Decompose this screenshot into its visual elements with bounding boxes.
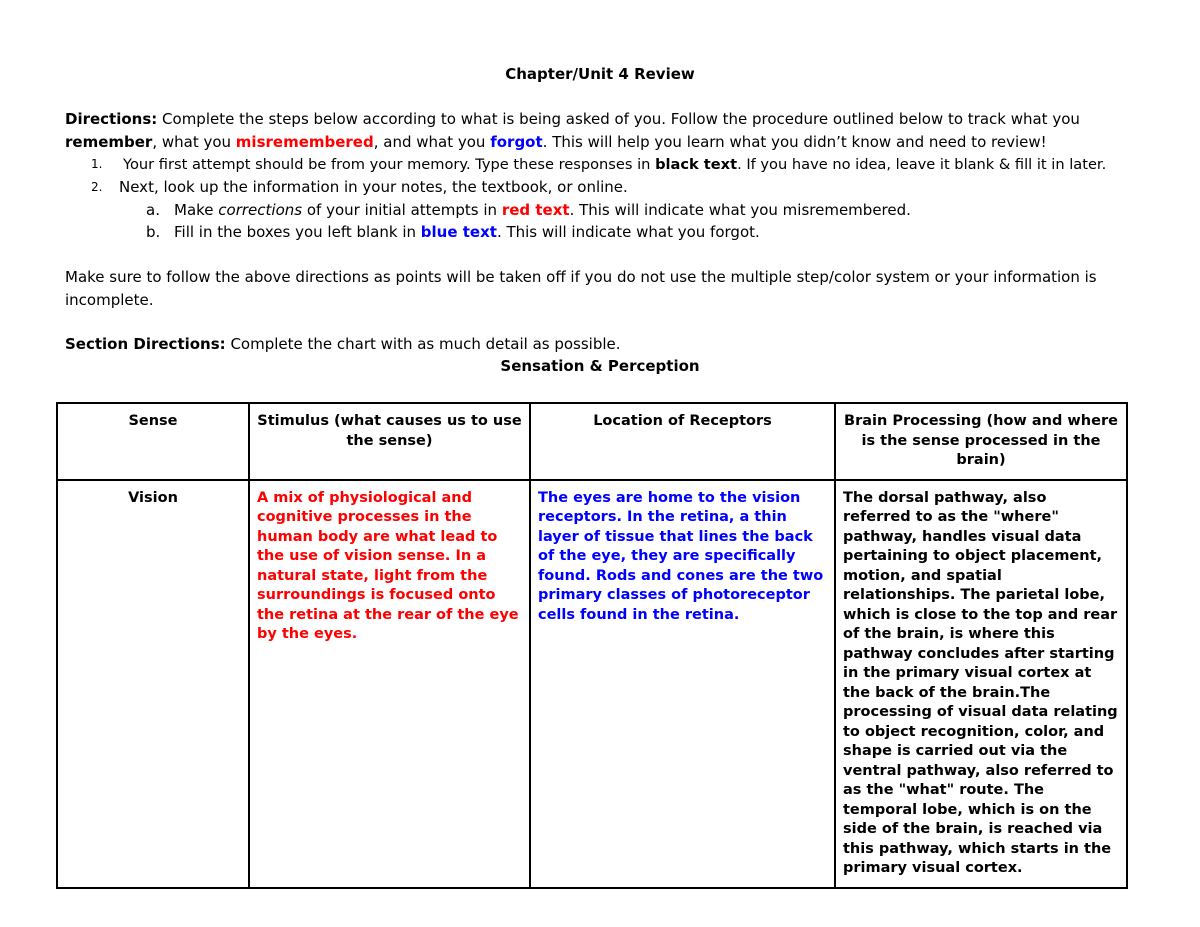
step-1-text — [123, 154, 1106, 176]
directions-text-3: , and what you — [373, 132, 491, 151]
section-directions-label: Section Directions: — [65, 335, 226, 353]
step-1-pre: Your first attempt should be from your memory. Type these responses in — [123, 156, 656, 173]
directions-text-4: . This will help you learn what you didn’t know and need to review! — [542, 132, 1047, 151]
cell-stimulus[interactable]: A mix of physiological and cognitive processes in the human body are what lead to the use of vision sense. In a natural state, light from the surroundings is focused onto the retina at the rear of the eye by the eyes. — [249, 480, 530, 888]
header-brain-processing: Brain Processing (how and where is the sense processed in the brain) — [835, 403, 1127, 480]
header-sense: Sense — [57, 403, 249, 480]
step-1-bold: black text — [655, 156, 738, 173]
table-caption: Sensation & Perception — [500, 357, 700, 375]
substep-a-red-text: red text — [501, 201, 570, 219]
substep-b-blue-text: blue text — [420, 223, 497, 241]
page-title: Chapter/Unit 4 Review — [505, 65, 695, 83]
cell-brain-processing[interactable]: The dorsal pathway, also referred to as the "where" pathway, handles visual data pertaining to object placement, motion, and spatial relationships. The parietal lobe, which is close to the top and rear of the brain, is where this pathway concludes after starting in the primary visual cortex at the back of the brain.The processing of visual data relating to object recognition, color, and shape is carried out via the ventral pathway, also referred to as the "what" route. The temporal lobe, which is on the side of the brain, is reached via this pathway, which starts in the primary visual cortex. — [835, 480, 1127, 888]
substep-letter: a. — [146, 201, 160, 219]
table-header-row — [57, 403, 1127, 480]
table-row — [57, 480, 1127, 888]
step-2-text: Next, look up the information in your notes, the textbook, or online. — [119, 178, 628, 196]
cell-location[interactable]: The eyes are home to the vision receptors. In the retina, a thin layer of tissue that lines the back of the eye, they are specifically found. Rods and cones are the two primary classes of photoreceptor cells found in the retina. — [530, 480, 835, 888]
substep-a-italic: corrections — [218, 201, 303, 219]
cell-sense[interactable]: Vision — [57, 480, 249, 888]
substep-letter: b. — [146, 223, 161, 241]
substep-a-pre: Make — [174, 201, 219, 219]
forgot-word: forgot — [490, 132, 543, 151]
step-number: 2. — [91, 180, 103, 194]
directions-label: Directions: — [65, 110, 158, 128]
step-1-post: . If you have no idea, leave it blank & fill it in later. — [737, 156, 1107, 173]
header-location: Location of Receptors — [530, 403, 835, 480]
misremembered-word: misremembered — [235, 132, 374, 151]
substep-a-text — [174, 199, 911, 221]
directions-paragraph — [65, 108, 1140, 153]
substep-b-text — [174, 221, 760, 243]
remember-word: remember — [65, 132, 153, 151]
substep-b-post: . This will indicate what you forgot. — [496, 223, 760, 241]
section-directions-text: Complete the chart with as much detail as possible. — [225, 335, 621, 353]
substep-a-mid: of your initial attempts in — [302, 201, 502, 219]
directions-text-1: Complete the steps below according to what is being asked of you. Follow the procedure outlined below to track what you — [157, 110, 1080, 128]
sensation-perception-table — [56, 402, 1128, 889]
substep-b-pre: Fill in the boxes you left blank in — [174, 223, 421, 241]
step-number: 1. — [91, 157, 103, 171]
directions-text-2: , what you — [152, 132, 236, 151]
points-note: Make sure to follow the above directions as points will be taken off if you do not use the multiple step/color system or your information is incomplete. — [65, 268, 1097, 309]
header-stimulus: Stimulus (what causes us to use the sense) — [249, 403, 530, 480]
section-directions — [65, 333, 1140, 356]
substep-a-post: . This will indicate what you misremembered. — [569, 201, 911, 219]
